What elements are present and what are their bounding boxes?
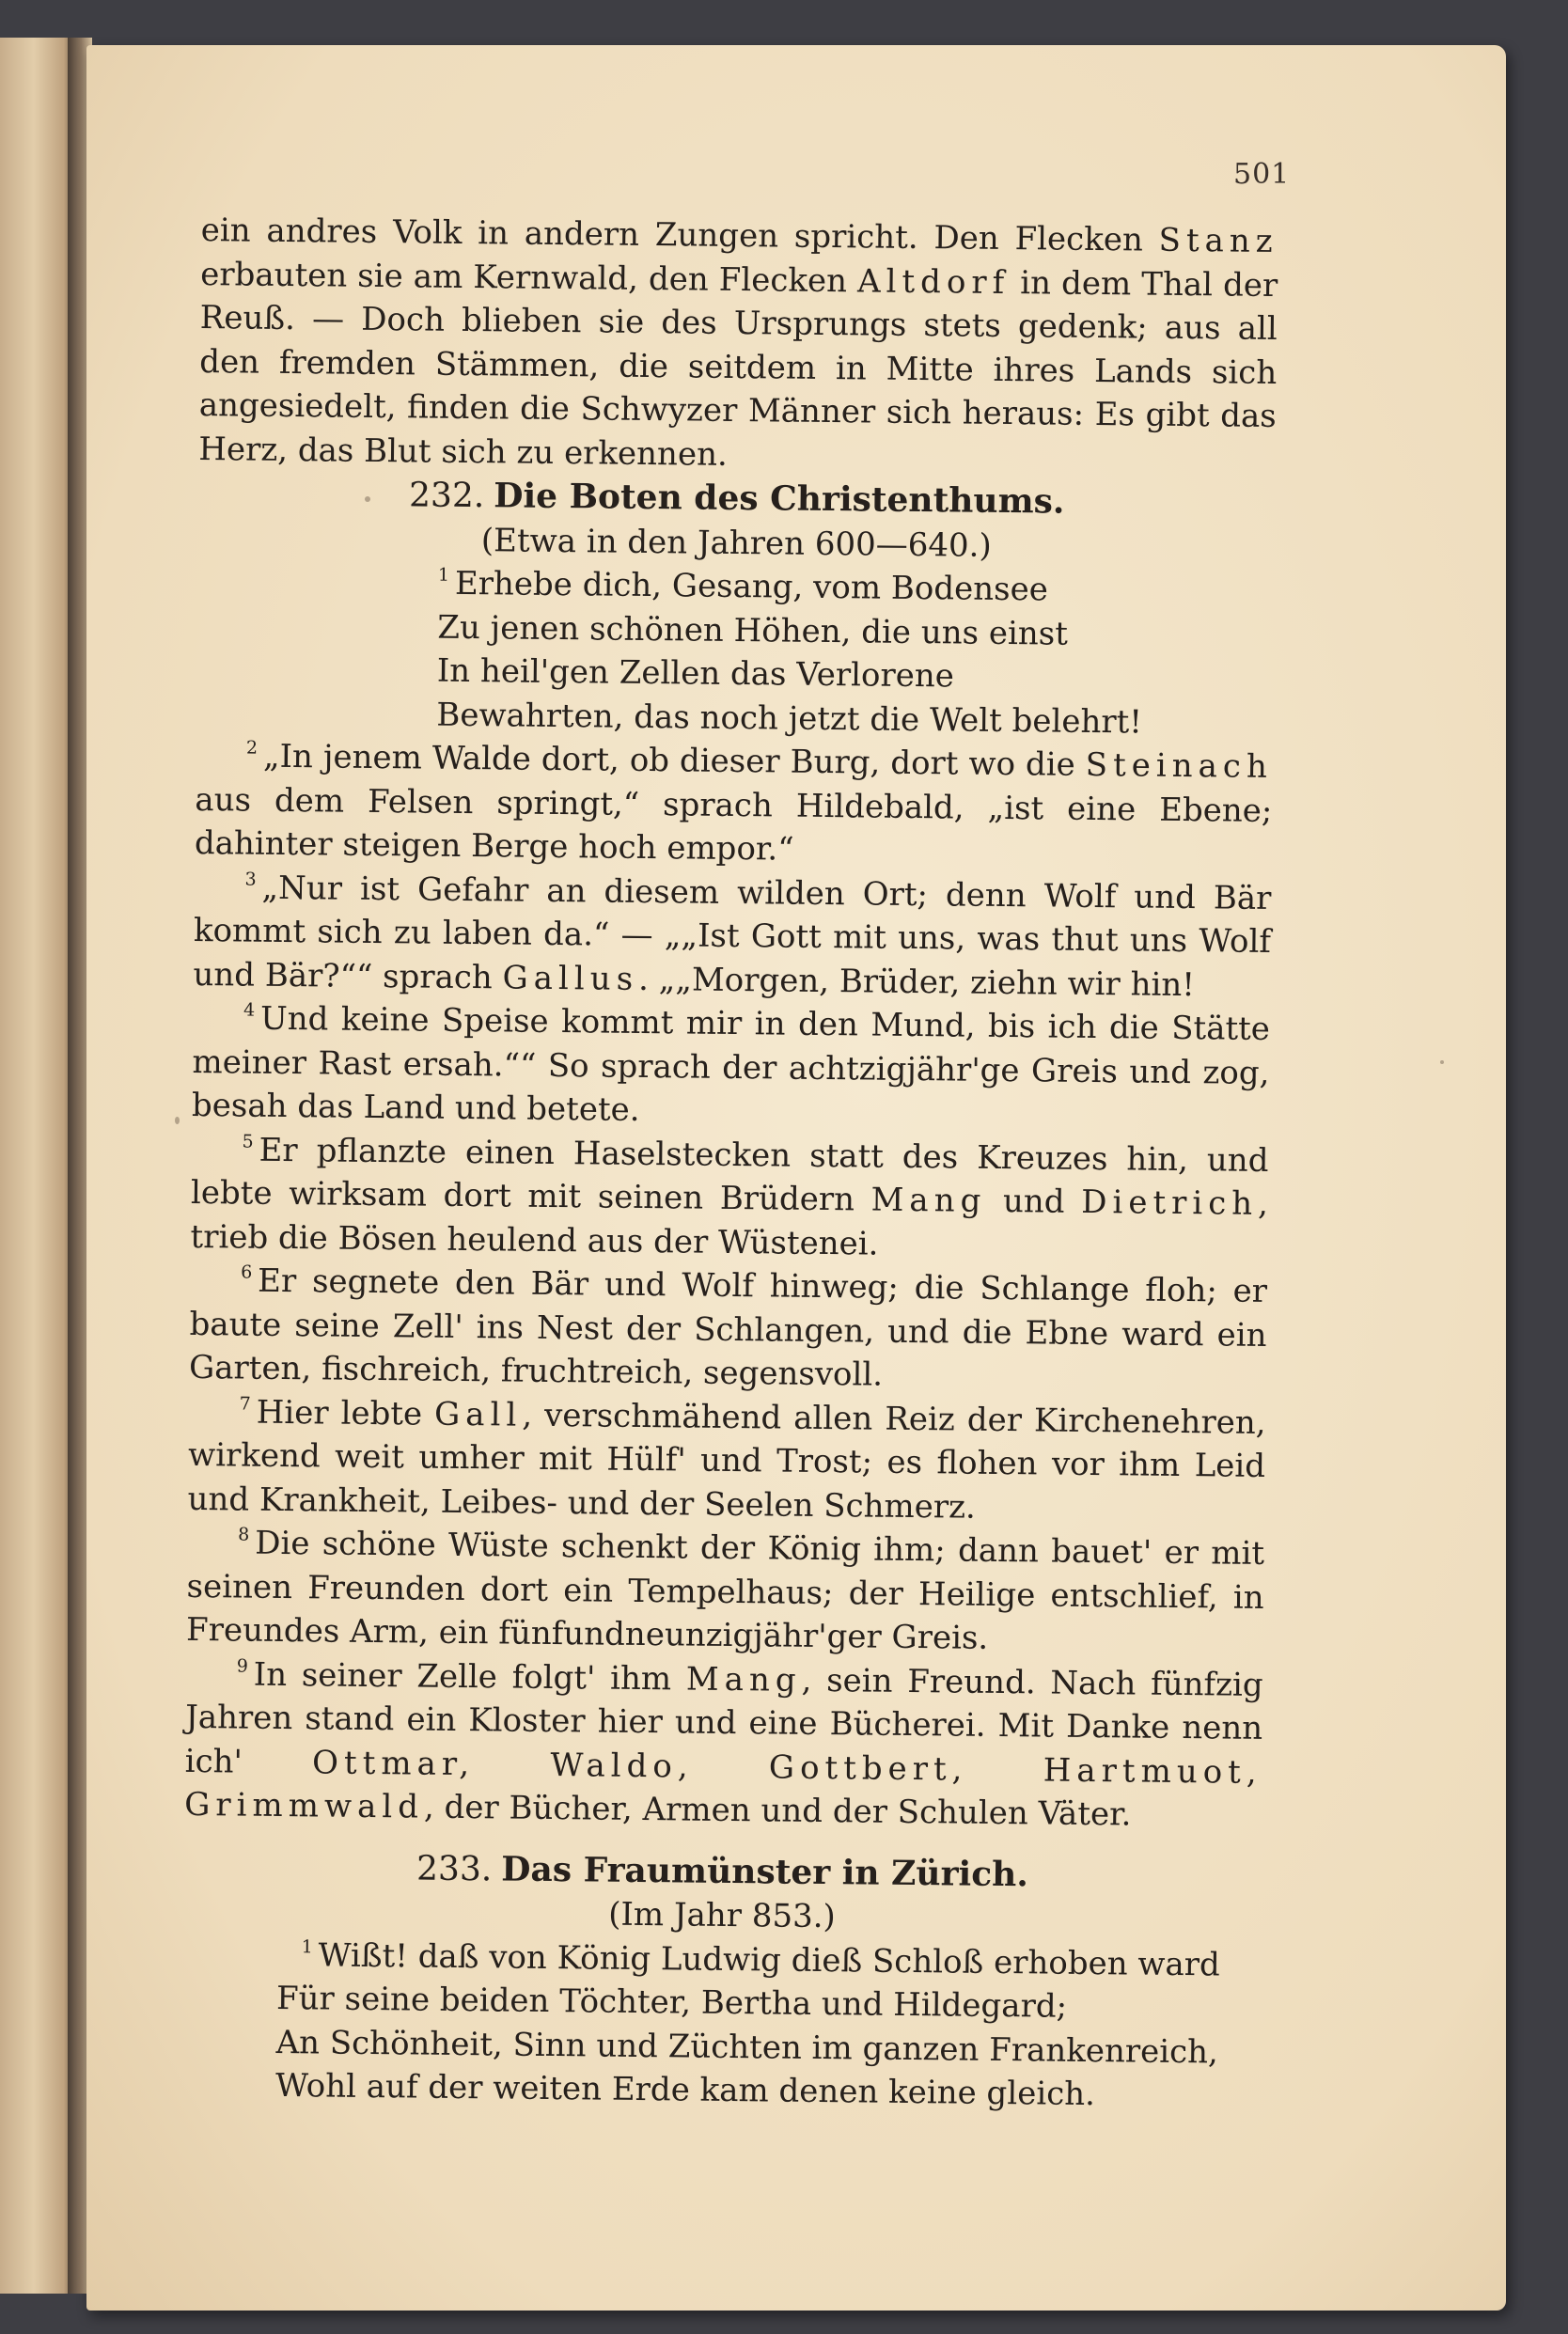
paragraph-2: [195, 734, 1273, 876]
section-number: 233.: [416, 1848, 493, 1888]
verse-line: Wohl auf der weiten Erde kam denen keine gleich.: [274, 2066, 1096, 2114]
intro-paragraph: [198, 209, 1278, 482]
section-232-date: (Etwa in den Jahren 600—640.): [480, 521, 992, 565]
section-title: Die Boten des Christenthums.: [494, 476, 1065, 522]
text-run: „Nur ist Gefahr an diesem wilden Ort; denn Wolf und Bär kommt sich zu laben da.“ — „„Ist Gott mit uns, was thut uns Wolf und Bär?““ sprach: [193, 869, 1272, 996]
paragraph-7: [187, 1389, 1265, 1531]
place-name-stanz: Stanz: [1158, 221, 1278, 260]
text-run: Hier lebte: [256, 1393, 435, 1433]
paragraph-number: 4: [243, 999, 256, 1021]
text-run: , der Bücher, Armen und der Schulen Väter.: [423, 1788, 1132, 1834]
text-run: Er segnete den Bär und Wolf hinweg; die Schlange floh; er baute seine Zell' ins Nest der Schlangen, und die Ebne ward ein Garten, fischreich, fruchtreich, segensvoll.: [188, 1261, 1268, 1394]
text-run: und: [986, 1182, 1082, 1221]
text-run: , sein Freund. Nach fünfzig Jahren stand ein Kloster hier und eine Bücherei. Mit Danke nenn ich': [184, 1661, 1263, 1781]
paragraph-3: [193, 865, 1271, 1007]
verse-line: An Schönheit, Sinn und Züchten im ganzen Frankenreich,: [275, 2023, 1219, 2071]
paragraph-number: 5: [242, 1131, 254, 1152]
section-233-verse: [181, 1932, 1261, 2118]
verse-number: 1: [301, 1935, 313, 1957]
person-name-gallus: Gallus: [502, 958, 639, 998]
verse-text: Wißt! daß von König Ludwig dieß Schloß erhoben ward: [318, 1935, 1221, 1983]
paragraph-number: 9: [236, 1654, 248, 1677]
left-page-edge: [0, 38, 75, 2294]
paragraph-number: 6: [241, 1261, 253, 1283]
verse-line: Für seine beiden Töchter, Bertha und Hildegard;: [275, 1979, 1068, 2026]
verse-number: 1: [437, 564, 450, 586]
text-run: In seiner Zelle folgt' ihm: [253, 1655, 687, 1698]
paragraph-number: 2: [245, 737, 259, 759]
person-names-list: Ottmar, Waldo, Gottbert, Hartmuot, Grimmwald: [184, 1743, 1262, 1826]
paragraph-number: 7: [239, 1392, 251, 1415]
text-run: Und keine Speise kommt mir in den Mund, bis ich die Stätte meiner Rast ersah.““ So sprach der achtzigjähr'ge Greis und zog, besah das Land und betete.: [191, 999, 1271, 1129]
section-232-verse: [196, 559, 1275, 745]
paragraph-5: [190, 1127, 1268, 1269]
text-run: erbauten sie am Kernwald, den Flecken: [200, 255, 858, 300]
paragraph-number: 3: [244, 869, 257, 890]
text-run: ein andres Volk in andern Zungen spricht. Den Flecken: [200, 211, 1159, 259]
person-name-mang: Mang: [870, 1181, 987, 1220]
text-run: in dem Thal der Reuß. — Doch blieben sie des Ursprungs stets gedenk; aus all den fremden Stämmen, die seitdem in Mitte ihres Lands sich angesiedelt, finden die Schwyzer Männer sich heraus: Es gibt das Herz, das Blut sich zu erkennen.: [198, 263, 1278, 474]
page-number: 501: [1233, 158, 1291, 191]
text-run: , trieb die Bösen heulend aus der Wüstenei.: [190, 1184, 1269, 1263]
page-content: [181, 209, 1278, 2118]
paragraph-9: [184, 1652, 1263, 1838]
paragraph-8: [186, 1521, 1264, 1663]
text-run: , verschmähend allen Reiz der Kirchenehren, wirkend weit umher mit Hülf' und Trost; es flohen vor ihm Leid und Krankheit, Leibes- und der Seelen Schmerz.: [187, 1396, 1266, 1527]
place-name-steinach: Steinach: [1085, 745, 1274, 786]
paragraph-6: [189, 1259, 1267, 1401]
person-name-gall: Gall: [433, 1395, 523, 1434]
paragraph-number: 8: [238, 1524, 250, 1545]
text-run: aus dem Felsen springt,“ sprach Hildebald, „ist eine Ebene; dahinter steigen Berge hoch empor.“: [194, 780, 1273, 869]
paragraph-4: [192, 996, 1270, 1138]
verse-line: Zu jenen schönen Höhen, die uns einst: [437, 608, 1069, 653]
verse-line: In heil'gen Zellen das Verlorene: [436, 651, 955, 696]
verse-text: Erhebe dich, Gesang, vom Bodensee: [454, 564, 1049, 609]
text-run: Er pflanzte einen Haselstecken statt des Kreuzes hin, und lebte wirksam dort mit seinen Brüdern: [190, 1131, 1269, 1219]
section-number: 232.: [408, 476, 485, 516]
place-name-altdorf: Altdorf: [856, 261, 1011, 302]
text-run: Die schöne Wüste schenkt der König ihm; dann bauet' er mit seinen Freunden dort ein Tempelhaus; der Heilige entschlief, in Freundes Arm, ein fünfundneunzigjähr'ger Greis.: [185, 1524, 1265, 1657]
section-title: Das Fraumünster in Zürich.: [501, 1848, 1029, 1894]
paper-speck: [1440, 1060, 1444, 1064]
section-233-date: (Im Jahr 853.): [608, 1895, 836, 1936]
text-run: . „„Morgen, Brüder, ziehn wir hin!: [637, 960, 1196, 1004]
person-name-mang: Mang: [685, 1659, 802, 1700]
text-run: „In jenem Walde dort, ob dieser Burg, dort wo die: [262, 737, 1087, 784]
person-name-dietrich: Dietrich: [1080, 1183, 1259, 1223]
verse-line: Bewahrten, das noch jetzt die Welt belehrt!: [436, 696, 1143, 742]
paper-speck: [175, 1117, 180, 1124]
